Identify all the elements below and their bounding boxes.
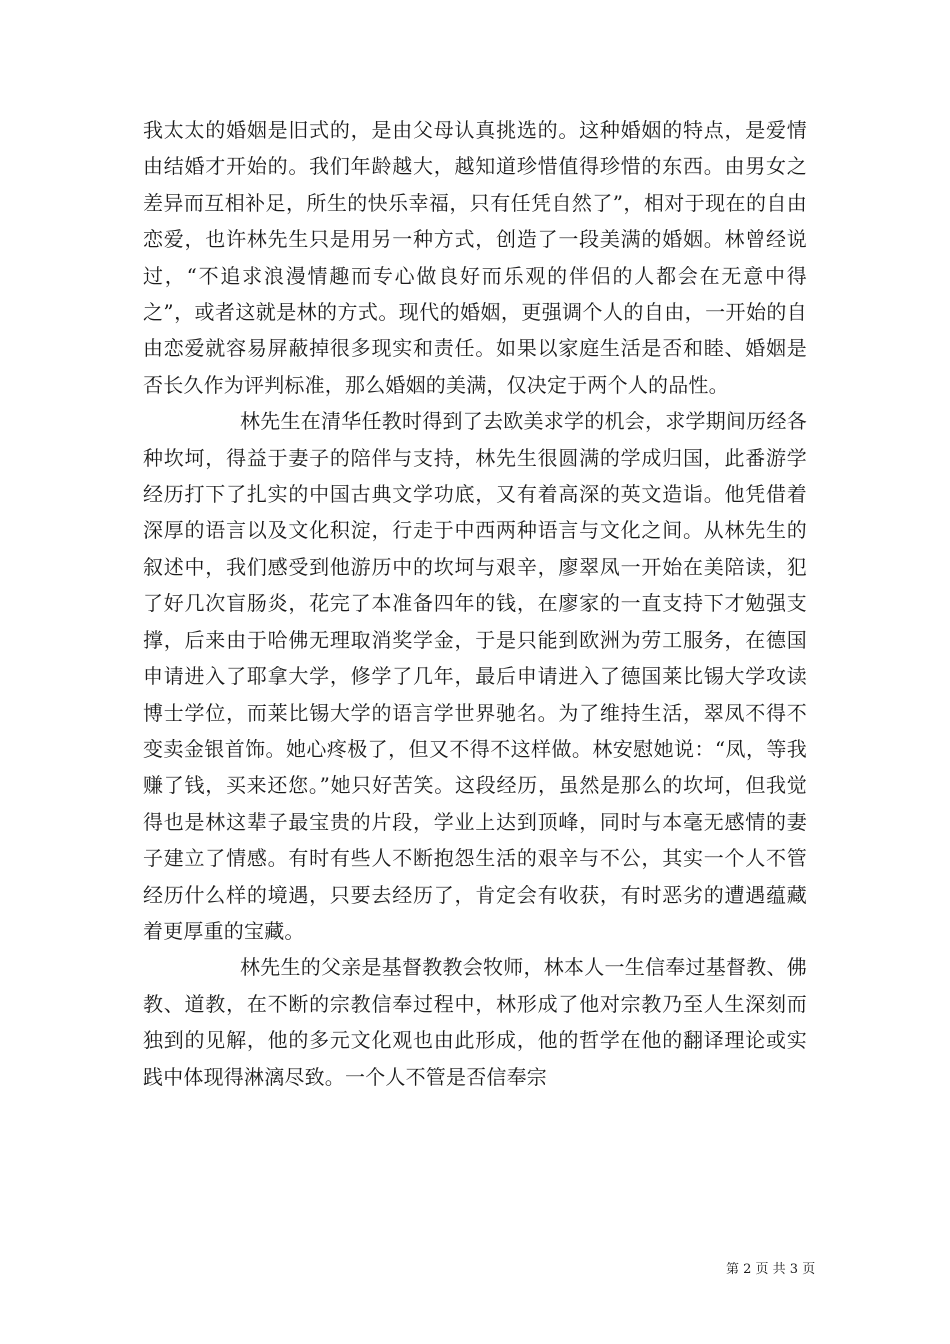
paragraph-3: 林先生的父亲是基督教教会牧师，林本人一生信奉过基督教、佛教、道教，在不断的宗教信奉过程中，林形成了他对宗教乃至人生深刻而独到的见解，他的多元文化观也由此形成，他的哲学在他的翻译理论或实践中体现得淋漓尽致。一个人不管是否信奉宗 [143,955,807,1089]
paragraph-2: 林先生在清华任教时得到了去欧美求学的机会，求学期间历经各种坎坷，得益于妻子的陪伴与支持，林先生很圆满的学成归国，此番游学经历打下了扎实的中国古典文学功底，又有着高深的英文造诣。他凭借着深厚的语言以及文化积淀，行走于中西两种语言与文化之间。从林先生的叙述中，我们感受到他游历中的坎坷与艰辛，廖翠凤一开始在美陪读，犯了好几次盲肠炎，花完了本准备四年的钱，在廖家的一直支持下才勉强支撑，后来由于哈佛无理取消奖学金，于是只能到欧洲为劳工服务，在德国申请进入了耶拿大学，修学了几年，最后申请进入了德国莱比锡大学攻读博士学位，而莱比锡大学的语言学世界驰名。为了维持生活，翠凤不得不变卖金银首饰。她心疼极了，但又不得不这样做。林安慰她说：“凤，等我赚了钱，买来还您。”她只好苦笑。这段经历，虽然是那么的坎坷，但我觉得也是林这辈子最宝贵的片段，学业上达到顶峰，同时与本毫无感情的妻子建立了情感。有时有些人不断抱怨生活的艰辛与不公，其实一个人不管经历什么样的境遇，只要去经历了，肯定会有收获，有时恶劣的遭遇蕴藏着更厚重的宝藏。 [143,409,807,943]
page-number-footer: 第 2 页 共 3 页 [726,1262,816,1277]
document-page [143,112,807,1095]
paragraph-1: 我太太的婚姻是旧式的，是由父母认真挑选的。这种婚姻的特点，是爱情由结婚才开始的。我们年龄越大，越知道珍惜值得珍惜的东西。由男女之差异而互相补足，所生的快乐幸福，只有任凭自然了”，相对于现在的自由恋爱，也许林先生只是用另一种方式，创造了一段美满的婚姻。林曾经说过，“不追求浪漫情趣而专心做良好而乐观的伴侣的人都会在无意中得之”，或者这就是林的方式。现代的婚姻，更强调个人的自由，一开始的自由恋爱就容易屏蔽掉很多现实和责任。如果以家庭生活是否和睦、婚姻是否长久作为评判标准，那么婚姻的美满，仅决定于两个人的品性。 [143,118,807,397]
